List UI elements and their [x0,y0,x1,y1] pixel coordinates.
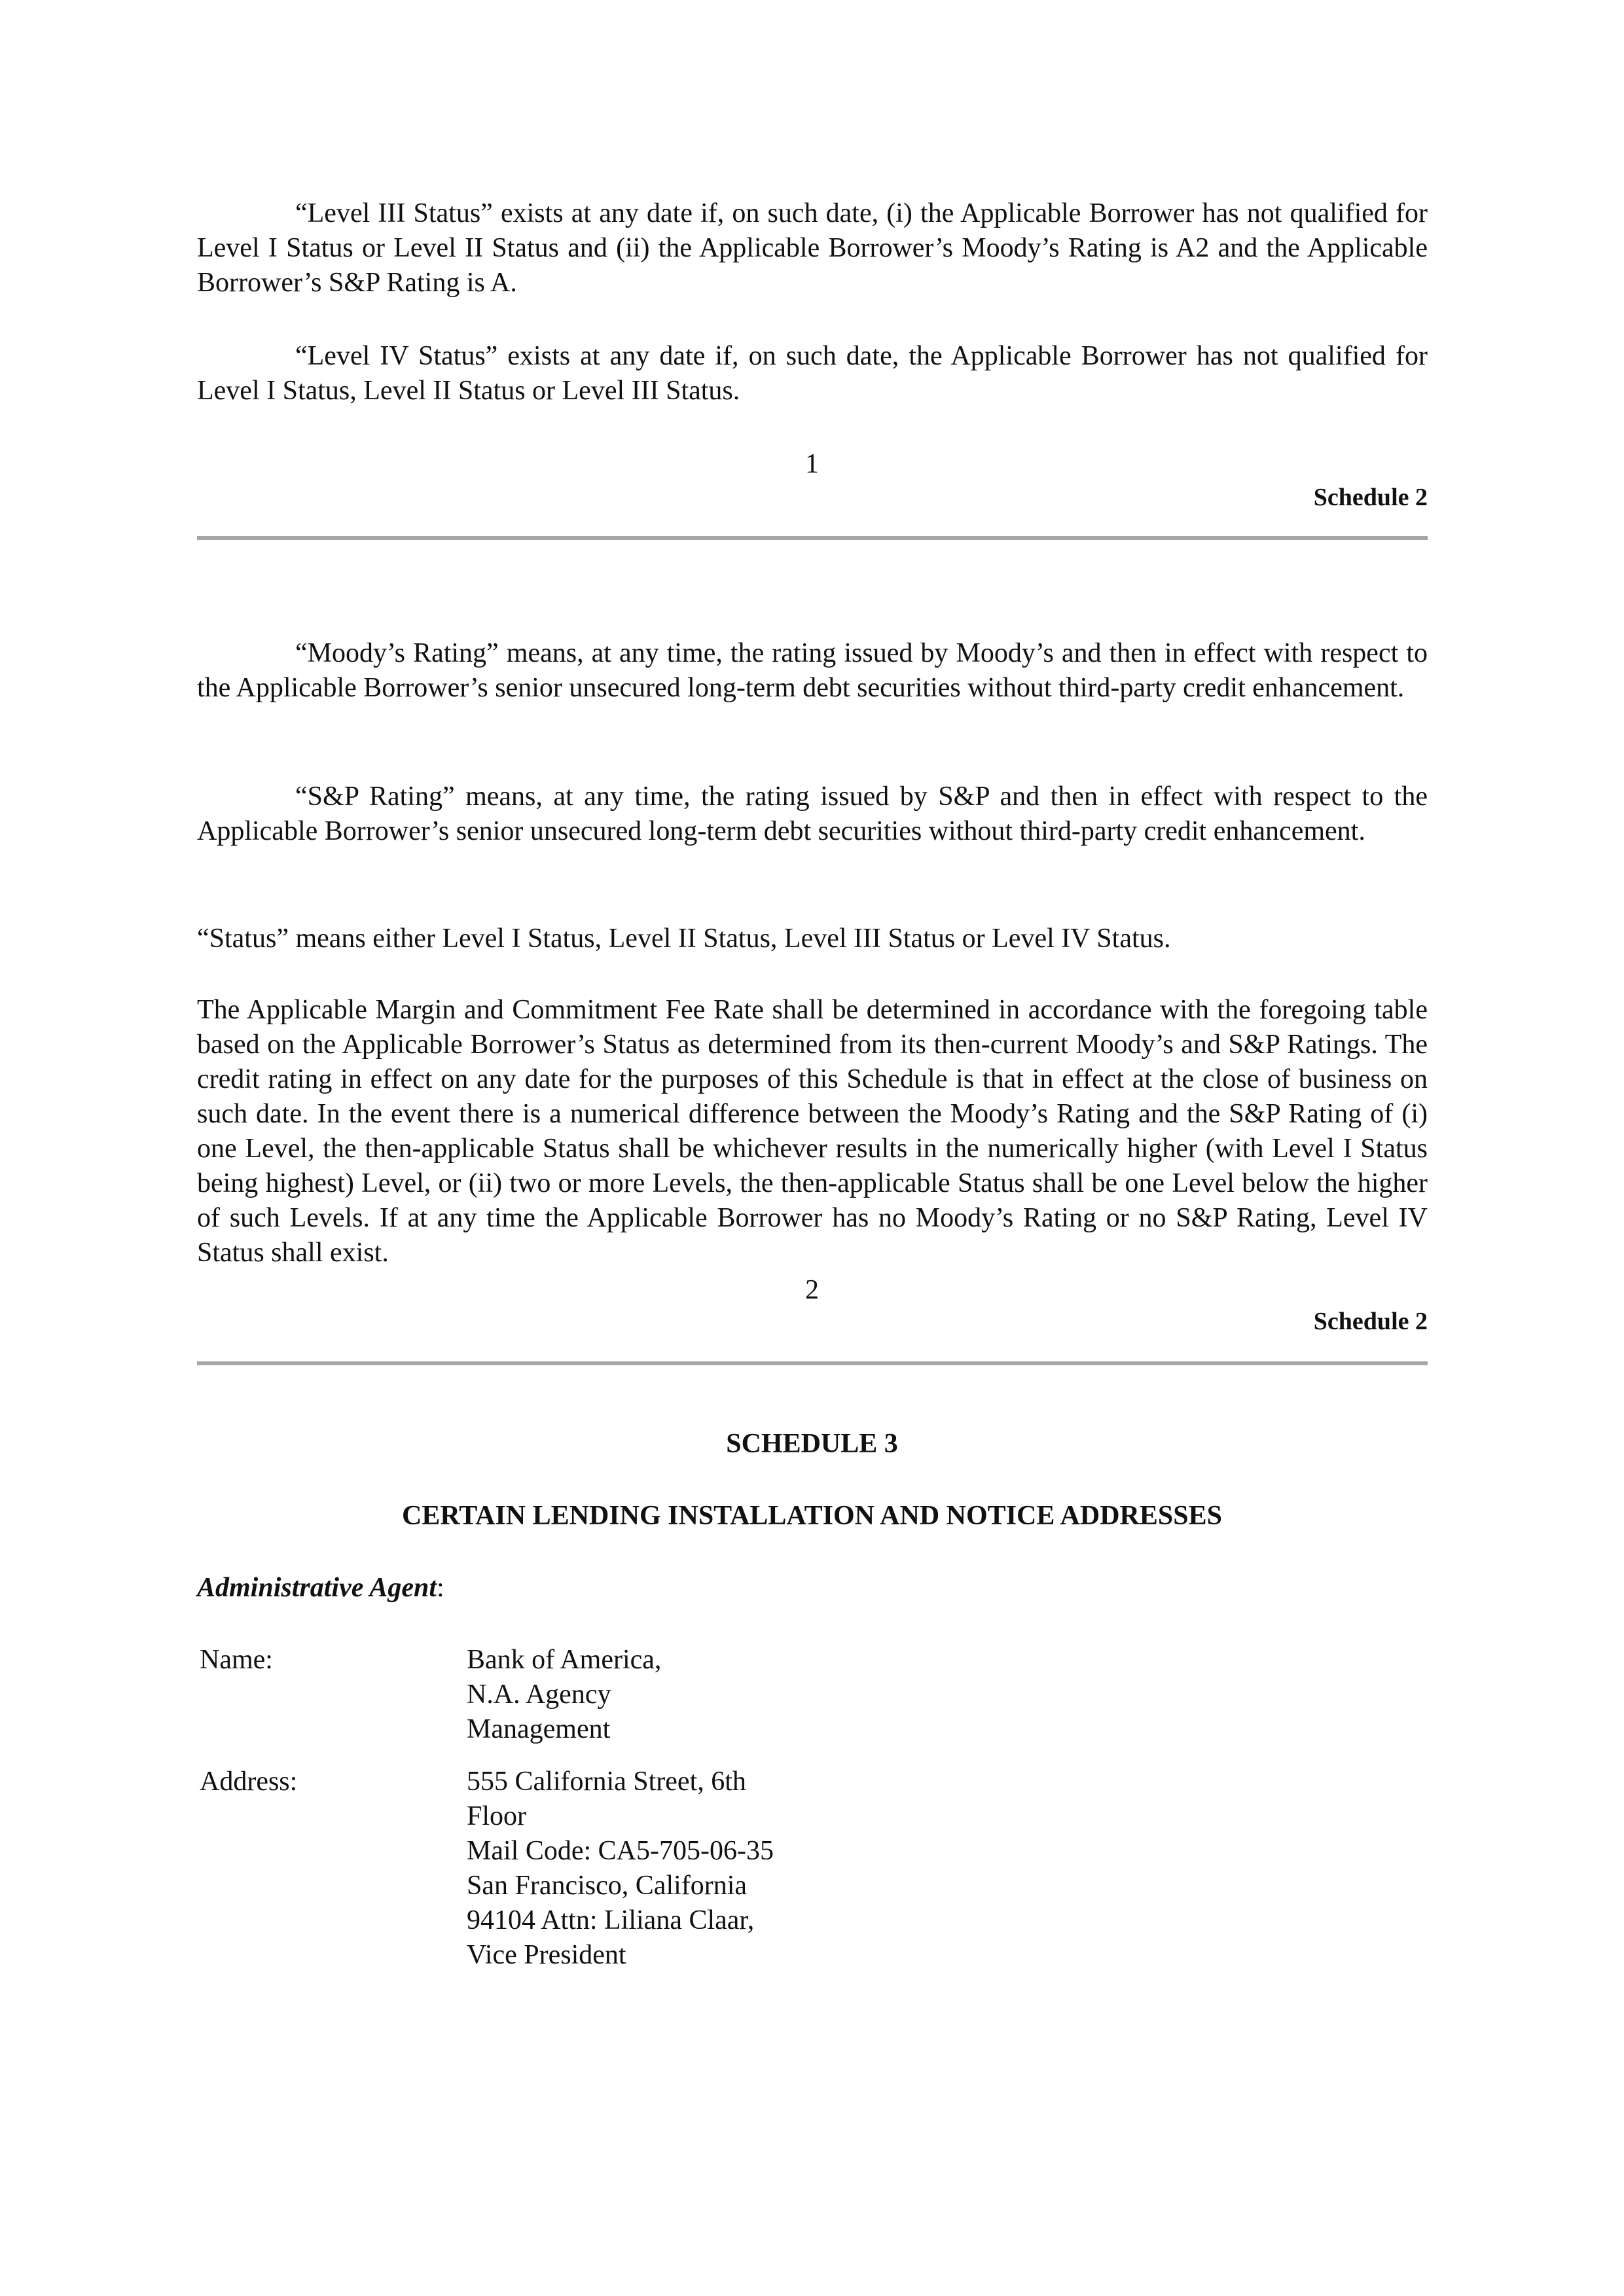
paragraph-status: “Status” means either Level I Status, Level II Status, Level III Status or Level IV Status. [197,924,1171,954]
name-line: N.A. Agency [467,1679,611,1710]
administrative-agent-label [197,1571,444,1605]
schedule-label: Schedule 2 [1313,1308,1428,1335]
paragraph-level-iii-status: “Level III Status” exists at any date if, on such date, (i) the Applicable Borrower has not qualified for Level I Status or Level II Status and (ii) the Applicable Borrower’s Moody’s Rating is A2 and the Applicable Borrower’s S&P Rating is A. [197,198,1428,298]
schedule-title: SCHEDULE 3 [726,1429,898,1459]
address-line: Mail Code: CA5-705-06-35 [467,1836,774,1866]
address-value [467,1765,833,1973]
paragraph-moodys-rating: “Moody’s Rating” means, at any time, the rating issued by Moody’s and then in effect with respect to the Applicable Borrower’s senior unsecured long-term debt securities without third-party credit enhancement. [197,638,1428,703]
page-divider [197,536,1428,540]
name-value [467,1643,833,1747]
page-divider [197,1361,1428,1365]
name-line: Management [467,1714,611,1744]
address-label: Address: [200,1767,298,1797]
paragraph-sp-rating: “S&P Rating” means, at any time, the rating issued by S&P and then in effect with respect to the Applicable Borrower’s senior unsecured long-term debt securities without third-party credit enhancement. [197,781,1428,846]
address-line: 94104 Attn: Liliana Claar, [467,1905,755,1935]
agent-label-text: Administrative Agent [197,1573,437,1603]
paragraph-level-iv-status: “Level IV Status” exists at any date if, on such date, the Applicable Borrower has not qualified for Level I Status, Level II Status or Level III Status. [197,341,1428,406]
address-line: Vice President [467,1940,626,1970]
address-line: San Francisco, California [467,1871,748,1901]
name-line: Bank of America, [467,1645,662,1675]
address-line: 555 California Street, 6th [467,1767,746,1797]
address-line: Floor [467,1801,527,1831]
schedule-label: Schedule 2 [1313,484,1428,511]
paragraph-applicable-margin: The Applicable Margin and Commitment Fee Rate shall be determined in accordance with the foregoing table based on the Applicable Borrower’s Status as determined from its then-current Moody’s and S&P Ratings. The credit rating in effect on any date for the purposes of this Schedule is that in effect at the close of business on such date. In the event there is a numerical difference between the Moody’s Rating and the S&P Rating of (i) one Level, the then-applicable Status shall be whichever results in the numerically higher (with Level I Status being highest) Level, or (ii) two or more Levels, the then-applicable Status shall be one Level below the higher of such Levels. If at any time the Applicable Borrower has no Moody’s Rating or no S&P Rating, Level IV Status shall exist. [197,995,1428,1268]
page-number: 1 [805,449,819,479]
agent-label-colon: : [436,1573,444,1603]
name-label: Name: [200,1645,273,1675]
section-title: CERTAIN LENDING INSTALLATION AND NOTICE ADDRESSES [402,1501,1222,1531]
page-number: 2 [805,1275,819,1305]
